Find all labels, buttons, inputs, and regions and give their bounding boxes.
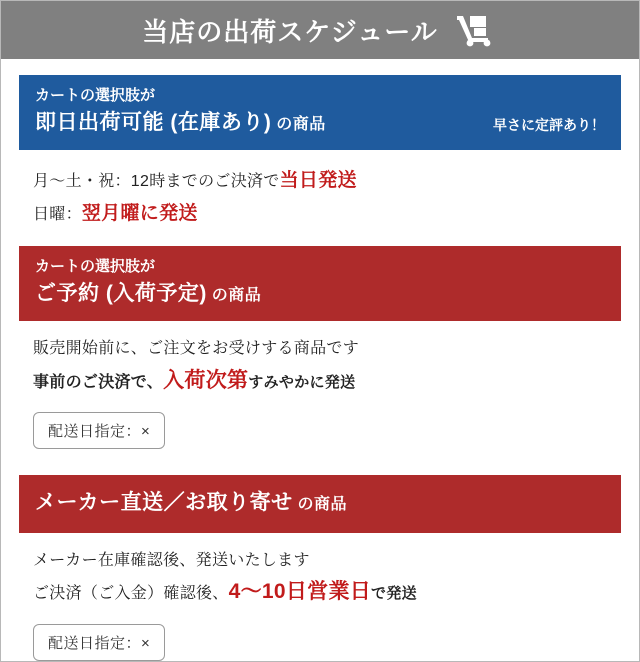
delivery-date-chip-row-reserve <box>19 404 621 453</box>
section-band-immediate <box>19 75 621 150</box>
section-band-reserve <box>19 246 621 321</box>
section-lines-immediate <box>19 150 621 237</box>
line: ご決済（ご入金）確認後、4～10日営業日で発送 <box>33 579 417 603</box>
line: 事前のご決済で、入荷次第すみやかに発送 <box>33 368 356 392</box>
line: 月～土・祝：12時までのご決済で当日発送 <box>33 169 357 191</box>
delivery-date-badge: 配送日指定：× <box>33 412 165 449</box>
line: 販売開始前に、ご注文をお受けする商品です <box>33 340 360 358</box>
section-lines-reserve <box>19 321 621 404</box>
delivery-date-chip-row-dropship <box>19 616 621 662</box>
band-small-label-2: カートの選択肢が <box>35 258 156 276</box>
line: メーカー在庫確認後、発送いたします <box>33 551 310 569</box>
schedule-sections <box>1 59 639 662</box>
section-band-dropship <box>19 475 621 532</box>
page-header <box>1 1 639 59</box>
delivery-date-badge: 配送日指定：× <box>33 624 165 661</box>
section-lines-dropship <box>19 533 621 616</box>
hand-truck-icon <box>454 13 498 47</box>
band-small-label-1: カートの選択肢が <box>35 87 156 104</box>
band-big-label-1: 即日出荷可能 (在庫あり) の商品 <box>35 110 326 134</box>
line: 日曜：翌月曜に発送 <box>33 203 198 225</box>
band-big-label-2: ご予約 (入荷予定) の商品 <box>35 281 262 305</box>
page-title: 当店の出荷スケジュール <box>142 16 438 47</box>
band-note-1: 早さに定評あり！ <box>493 116 605 133</box>
band-big-label-3: メーカー直送／お取り寄せ の商品 <box>35 491 348 515</box>
